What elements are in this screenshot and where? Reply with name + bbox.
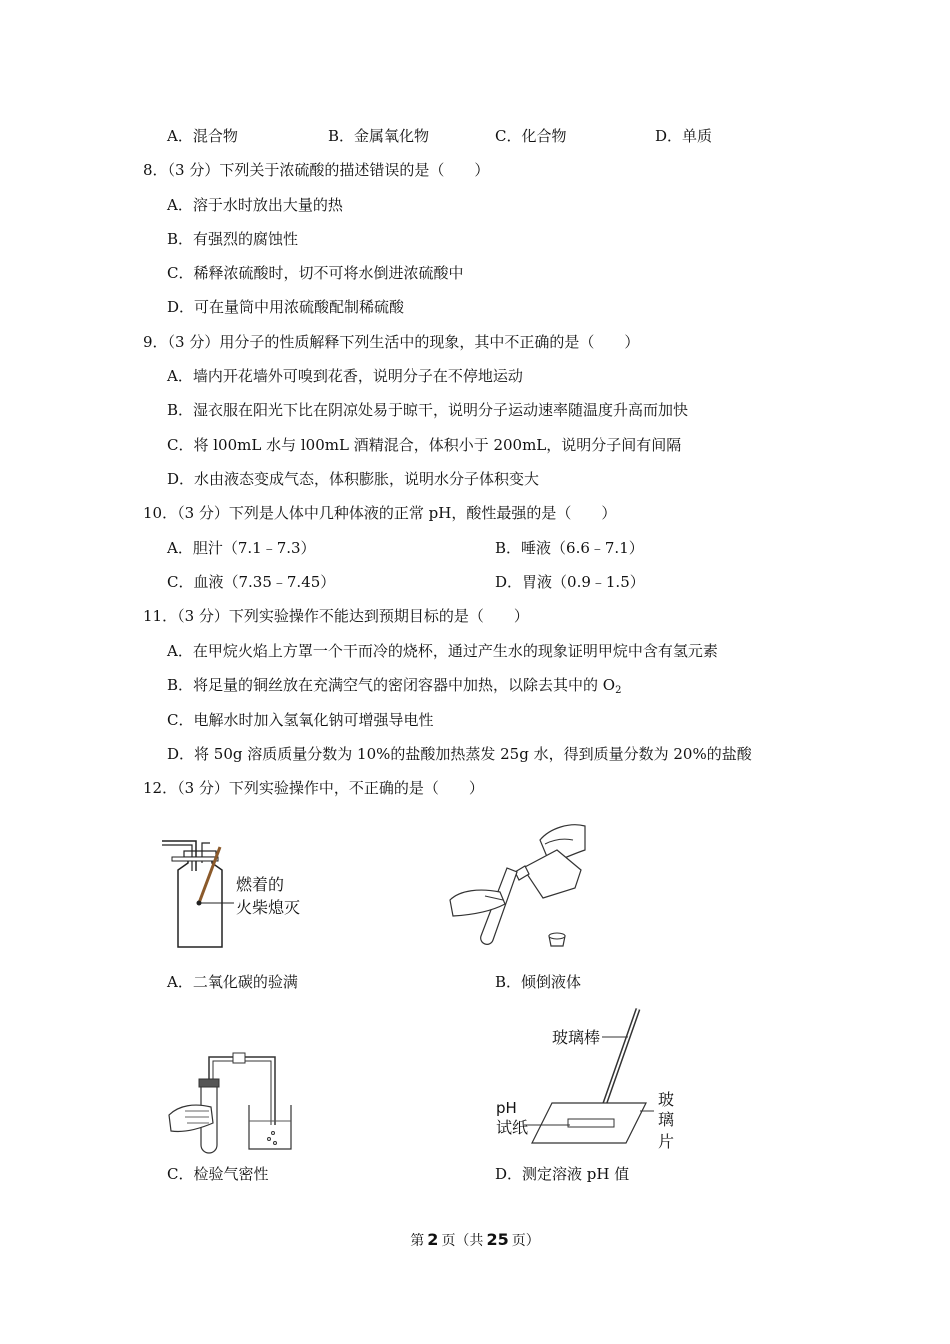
q10-stem: 10．（3 分）下列是人体中几种体液的正常 pH，酸性最强的是（ ） [143, 504, 617, 522]
q11-option-b-text: B．将足量的铜丝放在充满空气的密闭容器中加热，以除去其中的 O [167, 676, 616, 694]
q11-option-c: C．电解水时加入氢氧化钠可增强导电性 [167, 711, 434, 729]
q12-option-a: A．二氧化碳的验满 [167, 973, 298, 991]
q10-option-d: D．胃液（0.9﹣1.5） [495, 573, 645, 591]
figure-airtightness-check [165, 1045, 300, 1155]
figure-d-glass-label-1: 玻 [658, 1090, 675, 1109]
q10-option-a: A．胆汁（7.1﹣7.3） [167, 539, 316, 557]
figure-a-label-1: 燃着的 [236, 875, 285, 894]
q11-option-a: A．在甲烷火焰上方罩一个干而冷的烧杯，通过产生水的现象证明甲烷中含有氢元素 [167, 642, 718, 660]
figure-a-label-2: 火柴熄灭 [236, 898, 301, 917]
figure-d-paper-label: 试纸 [496, 1118, 529, 1137]
q8-option-c: C．稀释浓硫酸时，切不可将水倒进浓硫酸中 [167, 264, 464, 282]
q11-option-d: D．将 50g 溶质质量分数为 10%的盐酸加热蒸发 25g 水，得到质量分数为 20%的盐酸 [167, 745, 752, 763]
q7-option-d: D．单质 [655, 127, 713, 145]
q12-stem: 12．（3 分）下列实验操作中，不正确的是（ ） [143, 779, 484, 797]
q8-stem: 8．（3 分）下列关于浓硫酸的描述错误的是（ ） [143, 161, 490, 179]
q7-option-c: C．化合物 [495, 127, 567, 145]
q10-option-b: B．唾液（6.6﹣7.1） [495, 539, 644, 557]
q12-option-c: C．检验气密性 [167, 1165, 269, 1183]
figure-d-rod-label: 玻璃棒 [552, 1028, 601, 1047]
q11-stem: 11．（3 分）下列实验操作不能达到预期目标的是（ ） [143, 607, 529, 625]
q8-option-d: D．可在量筒中用浓硫酸配制稀硫酸 [167, 298, 405, 316]
figure-d-glass-label-3: 片 [658, 1132, 675, 1151]
figure-ph-test [490, 1005, 690, 1155]
q9-stem: 9．（3 分）用分子的性质解释下列生活中的现象，其中不正确的是（ ） [143, 333, 640, 351]
q8-option-b: B．有强烈的腐蚀性 [167, 230, 299, 248]
footer-total-pages: 25 [486, 1230, 509, 1249]
q7-option-a: A．混合物 [167, 127, 238, 145]
footer-suffix: 页） [511, 1233, 540, 1249]
q8-option-a: A．溶于水时放出大量的热 [167, 196, 343, 214]
footer-page-number: 2 [427, 1230, 439, 1249]
footer-prefix: 第 [410, 1233, 425, 1249]
q11-option-b-subscript: 2 [615, 685, 622, 696]
page-footer [0, 1230, 950, 1250]
figure-co2-check [150, 835, 330, 960]
q7-option-b: B．金属氧化物 [328, 127, 430, 145]
footer-middle: 页（共 [441, 1233, 484, 1249]
q10-option-c: C．血液（7.35﹣7.45） [167, 573, 336, 591]
figure-pouring-liquid [445, 820, 625, 955]
q9-option-d: D．水由液态变成气态，体积膨胀，说明水分子体积变大 [167, 470, 540, 488]
q9-option-b: B．湿衣服在阳光下比在阴凉处易于晾干，说明分子运动速率随温度升高而加快 [167, 401, 689, 419]
q12-option-d: D．测定溶液 pH 值 [495, 1165, 630, 1183]
q9-option-c: C．将 l00mL 水与 l00mL 酒精混合，体积小于 200mL，说明分子间有间隔 [167, 436, 682, 454]
figure-d-glass-label-2: 璃 [658, 1110, 675, 1129]
q9-option-a: A．墙内开花墙外可嗅到花香，说明分子在不停地运动 [167, 367, 523, 385]
q11-option-b [167, 675, 621, 695]
q12-option-b: B．倾倒液体 [495, 973, 582, 991]
figure-d-ph-label: pH [496, 1099, 517, 1117]
